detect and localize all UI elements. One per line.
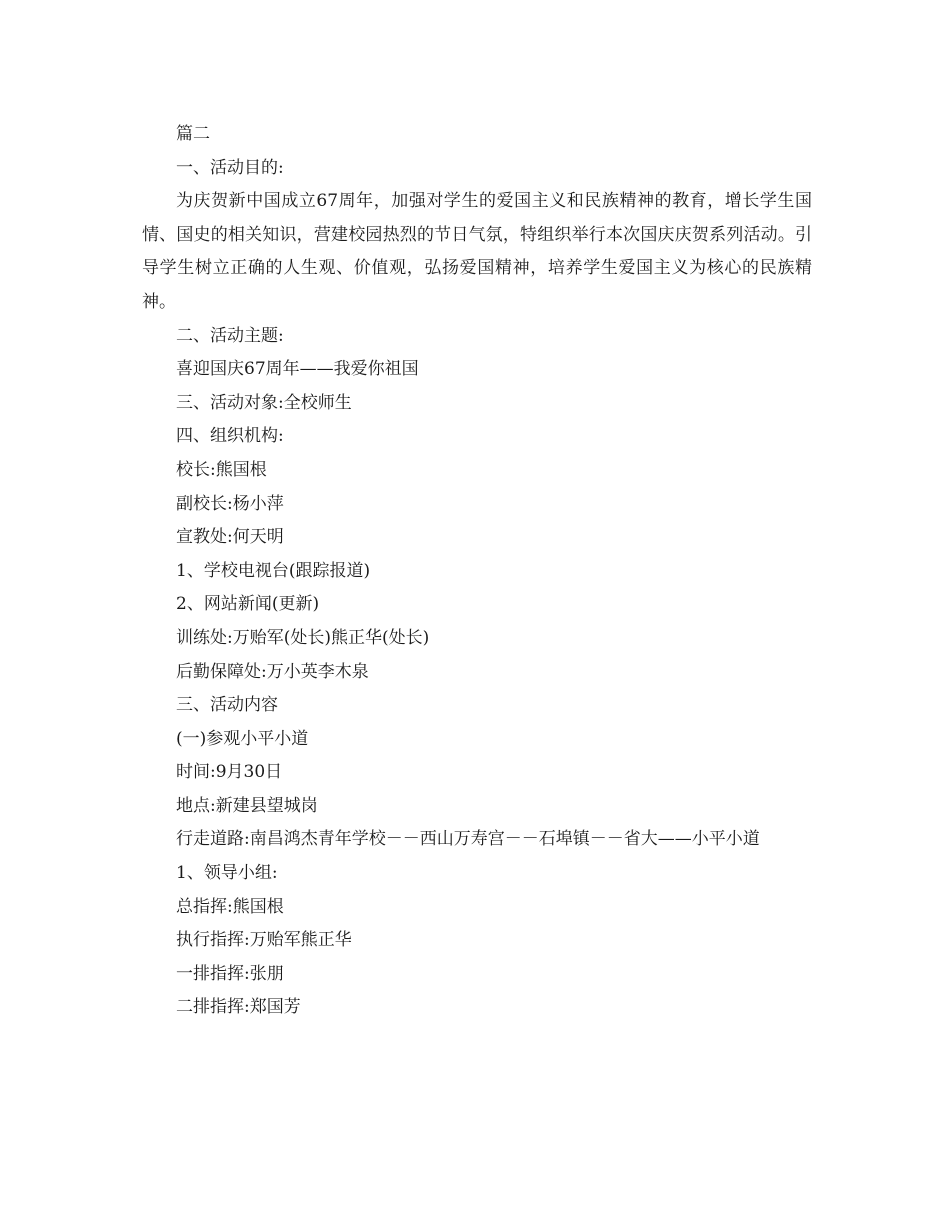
heading-activity-purpose: 一、活动目的: (176, 157, 284, 178)
text-activity-theme: 喜迎国庆67周年——我爱你祖国 (176, 359, 419, 380)
text-second-row-commander: 二排指挥:郑国芳 (176, 997, 301, 1018)
list-item-website-news: 2、网站新闻(更新) (176, 594, 320, 615)
text-location: 地点:新建县望城岗 (176, 795, 318, 816)
text-training-office: 训练处:万贻军(处长)熊正华(处长) (176, 627, 430, 648)
text-principal: 校长:熊国根 (176, 459, 267, 480)
text-executive-commander: 执行指挥:万贻军熊正华 (176, 930, 352, 951)
paragraph-activity-purpose: 为庆贺新中国成立67周年，加强对学生的爱国主义和民族精神的教育，增长学生国情、国史的相关知识，营建校园热烈的节日气氛，特组织举行本次国庆庆贺系列活动。引导学生树立正确的人生观、价值观，弘扬爱国精神，培养学生爱国主义为核心的民族精神。 (142, 191, 812, 312)
text-logistics-office: 后勤保障处:万小英李木泉 (176, 661, 369, 682)
document-body (142, 118, 812, 1025)
heading-leadership-group: 1、领导小组: (176, 863, 278, 884)
list-item-tv-station: 1、学校电视台(跟踪报道) (176, 560, 371, 581)
text-vice-principal: 副校长:杨小萍 (176, 493, 284, 514)
paragraph-route: 行走道路:南昌鸿杰青年学校－－西山万寿宫－－石埠镇－－省大——小平小道 (176, 829, 760, 850)
text-activity-audience: 三、活动对象:全校师生 (176, 392, 352, 413)
section-heading-pian-er: 篇二 (176, 124, 210, 144)
heading-activity-theme: 二、活动主题: (176, 325, 284, 346)
subheading-visit-xiaoping-path: (一)参观小平小道 (176, 728, 309, 749)
text-time: 时间:9月30日 (176, 762, 283, 783)
text-propaganda-office: 宣教处:何天明 (176, 527, 284, 548)
text-chief-commander: 总指挥:熊国根 (176, 896, 284, 917)
heading-activity-content: 三、活动内容 (176, 695, 278, 716)
heading-organization: 四、组织机构: (176, 426, 284, 447)
text-first-row-commander: 一排指挥:张朋 (176, 963, 284, 984)
